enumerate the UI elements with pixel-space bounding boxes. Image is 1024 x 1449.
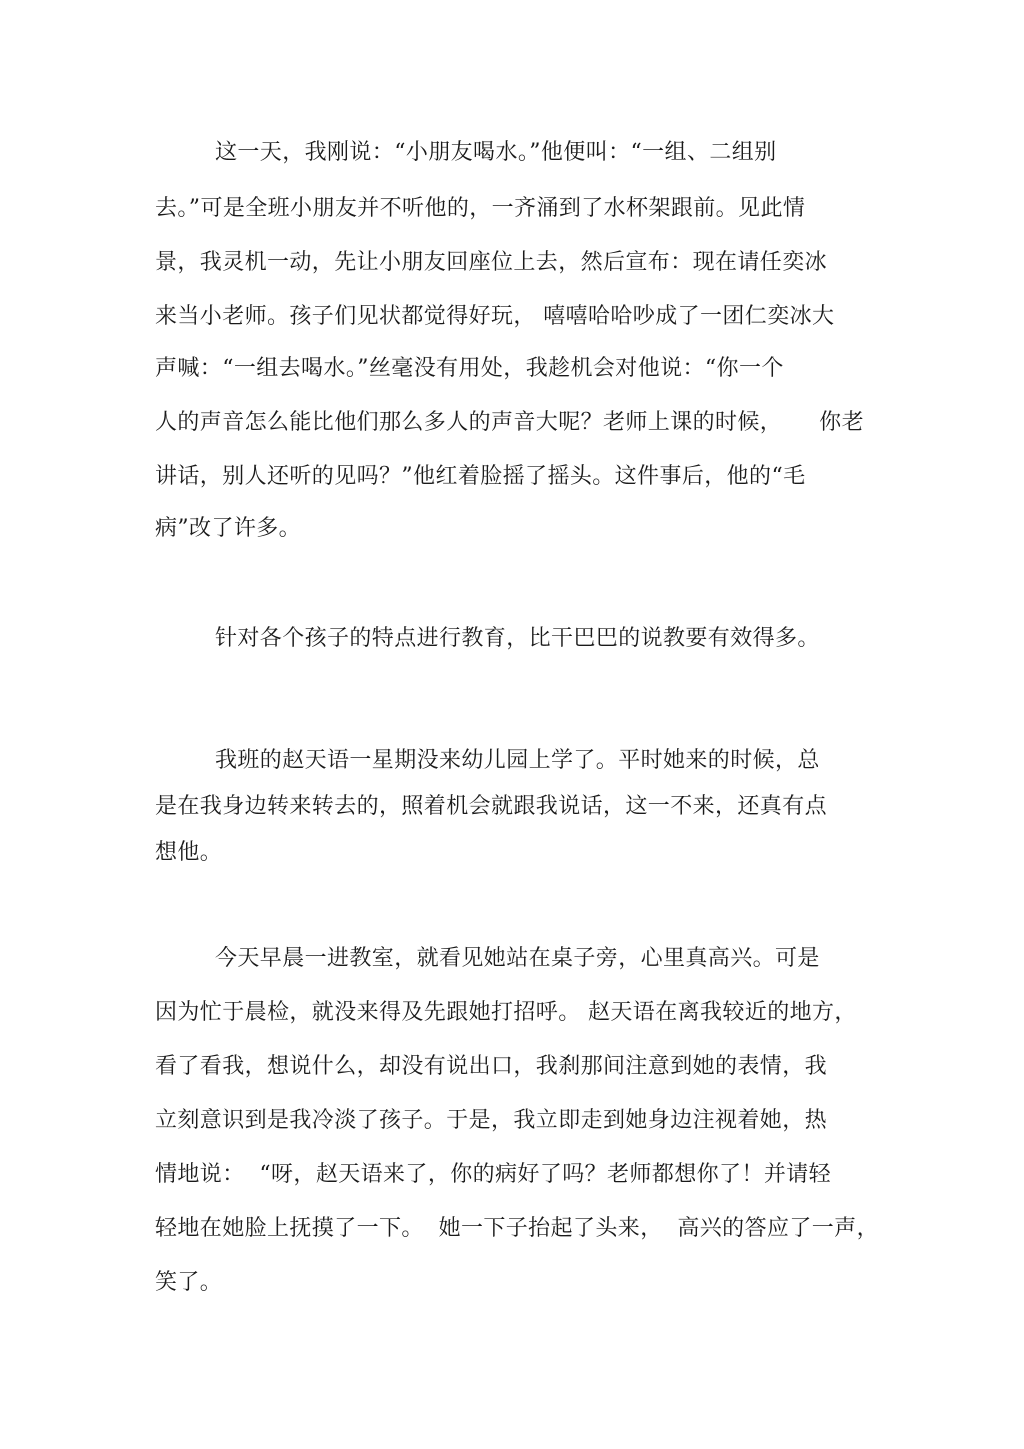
paragraph-1-line-8: 病”改了许多。 [155, 516, 302, 541]
paragraph-4-line-2: 因为忙于晨检，就没来得及先跟她打招呼。 赵天语在离我较近的地方， [155, 1000, 857, 1025]
paragraph-2-line-1: 针对各个孩子的特点进行教育，比干巴巴的说教要有效得多。 [215, 626, 820, 651]
paragraph-1-line-5: 声喊：“一组去喝水。”丝毫没有用处，我趁机会对他说：“你一个 [155, 356, 784, 381]
paragraph-1-line-1: 这一天，我刚说：“小朋友喝水。”他便叫：“一组、二组别 [215, 140, 777, 165]
paragraph-3-line-3: 想他。 [155, 840, 223, 865]
paragraph-1-line-6: 人的声音怎么能比他们那么多人的声音大呢？老师上课的时候， 你老 [155, 410, 864, 435]
paragraph-1-line-3: 景，我灵机一动，先让小朋友回座位上去，然后宣布：现在请任奕冰 [155, 250, 828, 275]
paragraph-1-line-2: 去。”可是全班小朋友并不听他的，一齐涌到了水杯架跟前。见此情 [155, 196, 806, 221]
paragraph-4-line-6: 轻地在她脸上抚摸了一下。 她一下子抬起了头来， 高兴的答应了一声， [155, 1216, 879, 1241]
paragraph-3-line-1: 我班的赵天语一星期没来幼儿园上学了。平时她来的时候，总 [215, 748, 820, 773]
paragraph-4-line-7: 笑了。 [155, 1270, 223, 1295]
paragraph-1-line-7: 讲话，别人还听的见吗？”他红着脸摇了摇头。这件事后，他的“毛 [155, 464, 806, 489]
paragraph-3-line-2: 是在我身边转来转去的，照着机会就跟我说话，这一不来，还真有点 [155, 794, 828, 819]
paragraph-4-line-3: 看了看我，想说什么，却没有说出口，我刹那间注意到她的表情，我 [155, 1054, 828, 1079]
paragraph-4-line-1: 今天早晨一进教室，就看见她站在桌子旁，心里真高兴。可是 [215, 946, 820, 971]
paragraph-4-line-5: 情地说： “呀，赵天语来了，你的病好了吗？老师都想你了！并请轻 [155, 1162, 832, 1187]
paragraph-1-line-4: 来当小老师。孩子们见状都觉得好玩， 嘻嘻哈哈吵成了一团仁奕冰大 [155, 304, 835, 329]
paragraph-4-line-4: 立刻意识到是我冷淡了孩子。于是，我立即走到她身边注视着她，热 [155, 1108, 828, 1133]
